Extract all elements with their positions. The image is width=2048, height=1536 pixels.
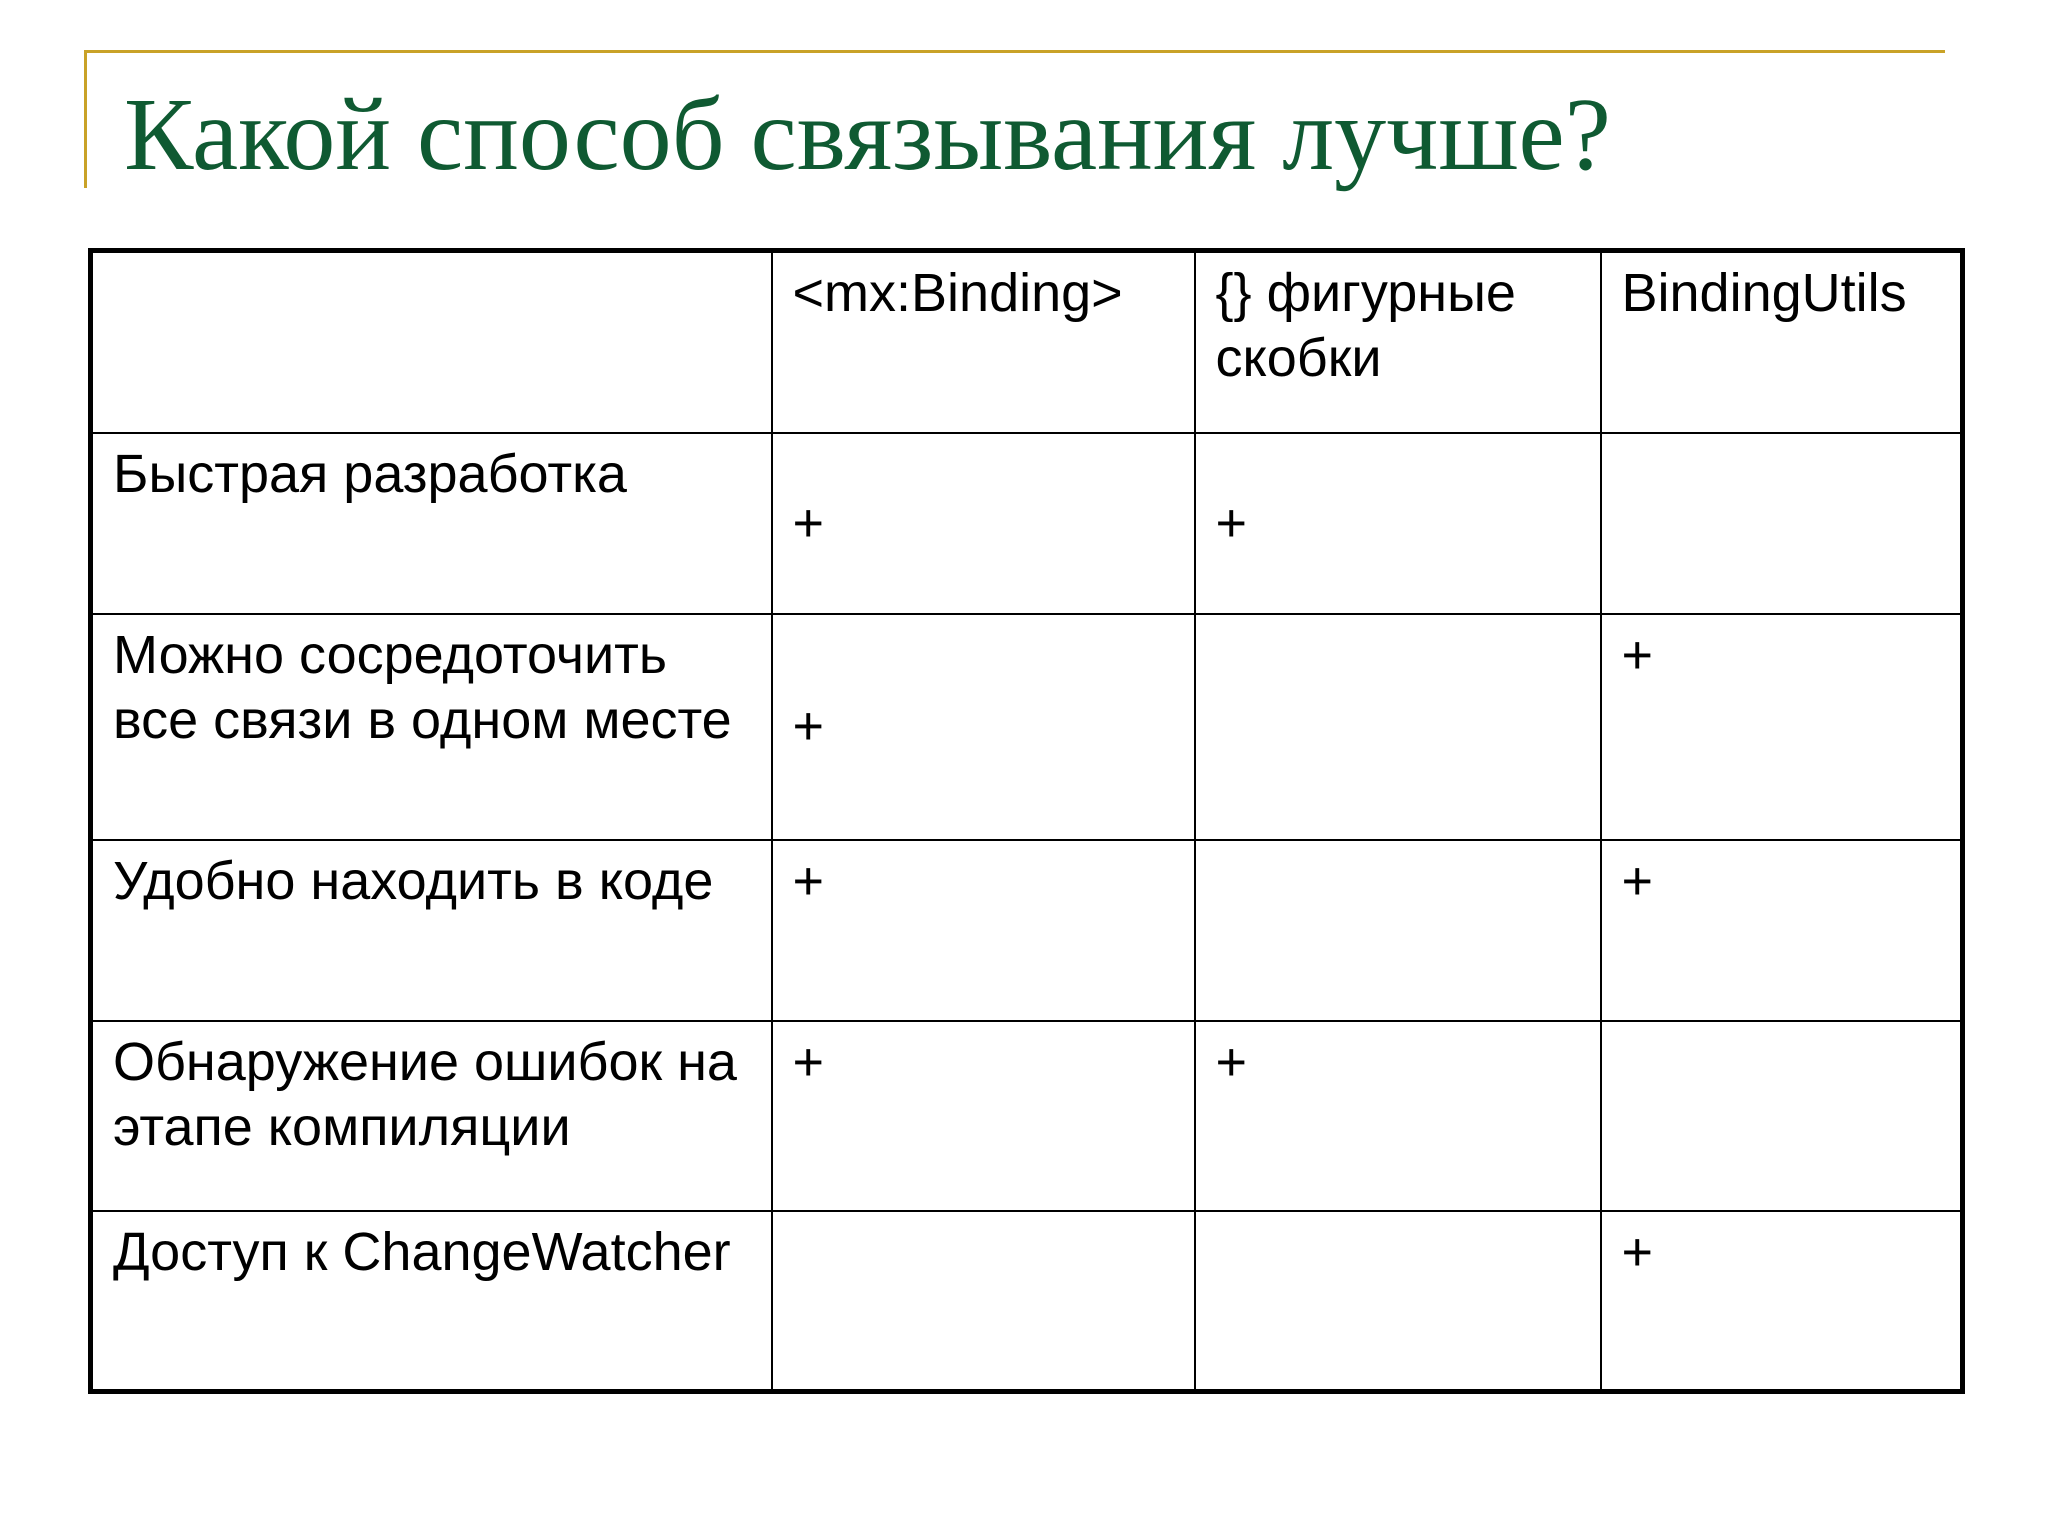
table-cell: +: [1195, 1021, 1601, 1211]
table-row: [91, 614, 1963, 840]
row-label: Удобно находить в коде: [91, 840, 772, 1021]
table-cell: [1195, 840, 1601, 1021]
table-cell: +: [772, 614, 1195, 840]
header-cell-curly-braces: {} фигурные скобки: [1195, 251, 1601, 433]
header-cell-empty: [91, 251, 772, 433]
table-cell: +: [772, 840, 1195, 1021]
row-label: Обнаружение ошибок на этапе компиляции: [91, 1021, 772, 1211]
slide-title: Какой способ связывания лучше?: [124, 77, 1611, 192]
table-header-row: [91, 251, 1963, 433]
table-cell: +: [1601, 1211, 1963, 1392]
table-cell: [1195, 614, 1601, 840]
header-cell-binding-utils: BindingUtils: [1601, 251, 1963, 433]
comparison-table: [88, 248, 1965, 1394]
row-label: Быстрая разработка: [91, 433, 772, 614]
table-cell: [1601, 433, 1963, 614]
table-cell: +: [772, 1021, 1195, 1211]
table-row: [91, 1211, 1963, 1392]
table-row: [91, 433, 1963, 614]
table-cell: +: [772, 433, 1195, 614]
table-cell: [1195, 1211, 1601, 1392]
row-label: Можно сосредоточить все связи в одном месте: [91, 614, 772, 840]
table-cell: +: [1601, 614, 1963, 840]
row-label: Доступ к ChangeWatcher: [91, 1211, 772, 1392]
table-row: [91, 840, 1963, 1021]
table-cell: +: [1195, 433, 1601, 614]
table-row: [91, 1021, 1963, 1211]
header-cell-mx-binding: <mx:Binding>: [772, 251, 1195, 433]
title-rule-left: [84, 50, 87, 188]
table-cell: [1601, 1021, 1963, 1211]
table-cell: [772, 1211, 1195, 1392]
table-cell: +: [1601, 840, 1963, 1021]
title-rule-top: [85, 50, 1945, 53]
